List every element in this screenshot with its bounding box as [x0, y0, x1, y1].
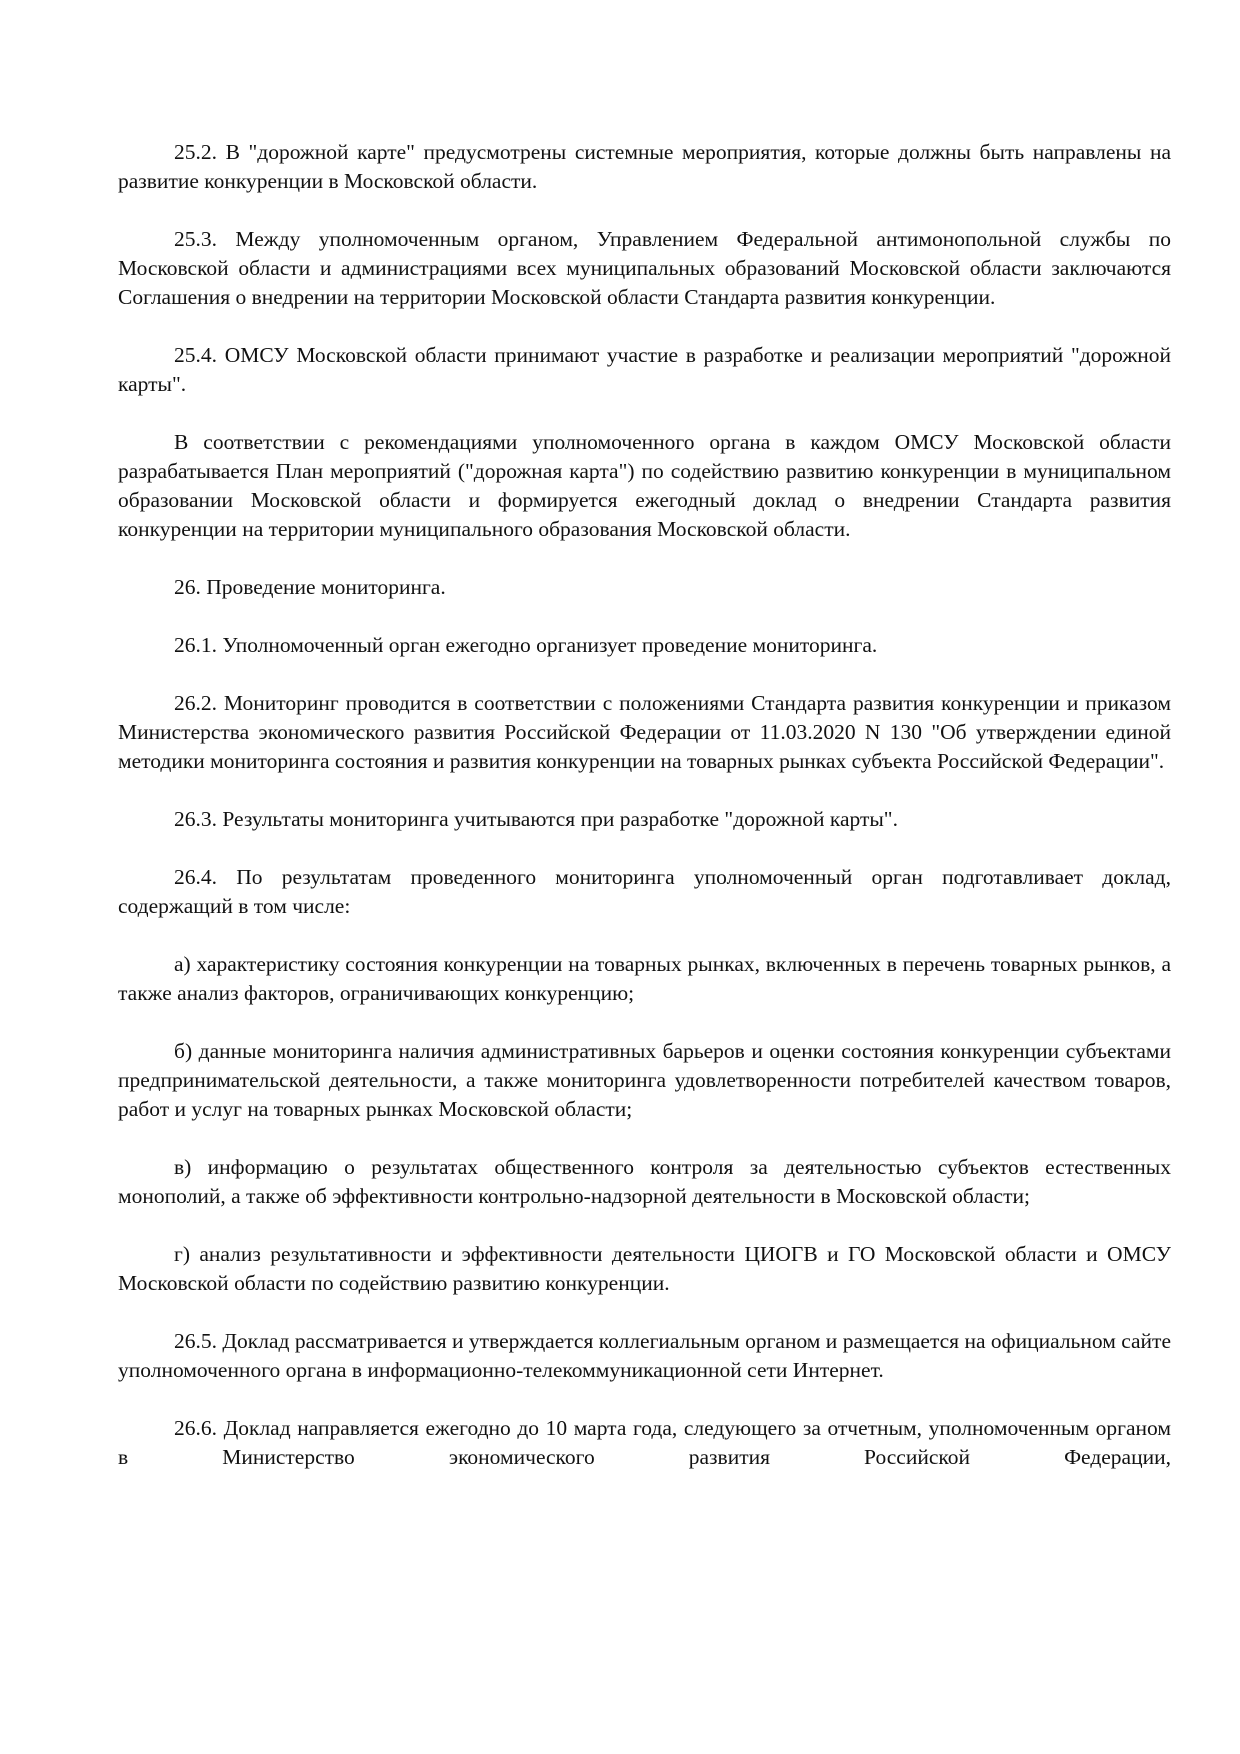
paragraph-26-2: 26.2. Мониторинг проводится в соответствии с положениями Стандарта развития конкуренции и приказом Министерства экономического развития Российской Федерации от 11.03.2020 N 130 "Об утверждении единой методики мониторинга состояния и развития конкуренции на товарных рынках субъекта Российской Федерации".: [118, 691, 1171, 773]
paragraph-26-3: 26.3. Результаты мониторинга учитываются при разработке "дорожной карты".: [174, 807, 898, 831]
list-item-v: в) информацию о результатах общественного контроля за деятельностью субъектов естественных монополий, а также об эффективности контрольно-надзорной деятельности в Московской области;: [118, 1155, 1171, 1208]
paragraph-25-3: 25.3. Между уполномоченным органом, Управлением Федеральной антимонопольной службы по Московской области и администрациями всех муниципальных образований Московской области заключаются Соглашения о внедрении на территории Московской области Стандарта развития конкуренции.: [118, 227, 1171, 309]
list-item-b: б) данные мониторинга наличия административных барьеров и оценки состояния конкуренции субъектами предпринимательской деятельности, а также мониторинга удовлетворенности потребителей качеством товаров, работ и услуг на товарных рынках Московской области;: [118, 1039, 1171, 1121]
paragraph-25-4: 25.4. ОМСУ Московской области принимают участие в разработке и реализации мероприятий "дорожной карты".: [118, 343, 1171, 396]
section-heading-26: 26. Проведение мониторинга.: [174, 575, 446, 599]
paragraph-25-2: 25.2. В "дорожной карте" предусмотрены системные мероприятия, которые должны быть направлены на развитие конкуренции в Московской области.: [118, 140, 1171, 193]
paragraph-26-4: 26.4. По результатам проведенного мониторинга уполномоченный орган подготавливает доклад, содержащий в том числе:: [118, 865, 1171, 918]
paragraph-26-5: 26.5. Доклад рассматривается и утверждается коллегиальным органом и размещается на официальном сайте уполномоченного органа в информационно-телекоммуникационной сети Интернет.: [118, 1329, 1171, 1382]
paragraph-26-6: 26.6. Доклад направляется ежегодно до 10 марта года, следующего за отчетным, уполномоченным органом в Министерство экономического развития Российской Федерации,: [118, 1416, 1171, 1469]
list-item-g: г) анализ результативности и эффективности деятельности ЦИОГВ и ГО Московской области и ОМСУ Московской области по содействию развитию конкуренции.: [118, 1242, 1171, 1295]
paragraph-26-1: 26.1. Уполномоченный орган ежегодно организует проведение мониторинга.: [174, 633, 878, 657]
list-item-a: а) характеристику состояния конкуренции на товарных рынках, включенных в перечень товарных рынков, а также анализ факторов, ограничивающих конкуренцию;: [118, 952, 1171, 1005]
paragraph-25-4-continuation: В соответствии с рекомендациями уполномоченного органа в каждом ОМСУ Московской области разрабатывается План мероприятий ("дорожная карта") по содействию развитию конкуренции в муниципальном образовании Московской области и формируется ежегодный доклад о внедрении Стандарта развития конкуренции на территории муниципального образования Московской области.: [118, 430, 1171, 541]
document-page: [118, 138, 1171, 1501]
